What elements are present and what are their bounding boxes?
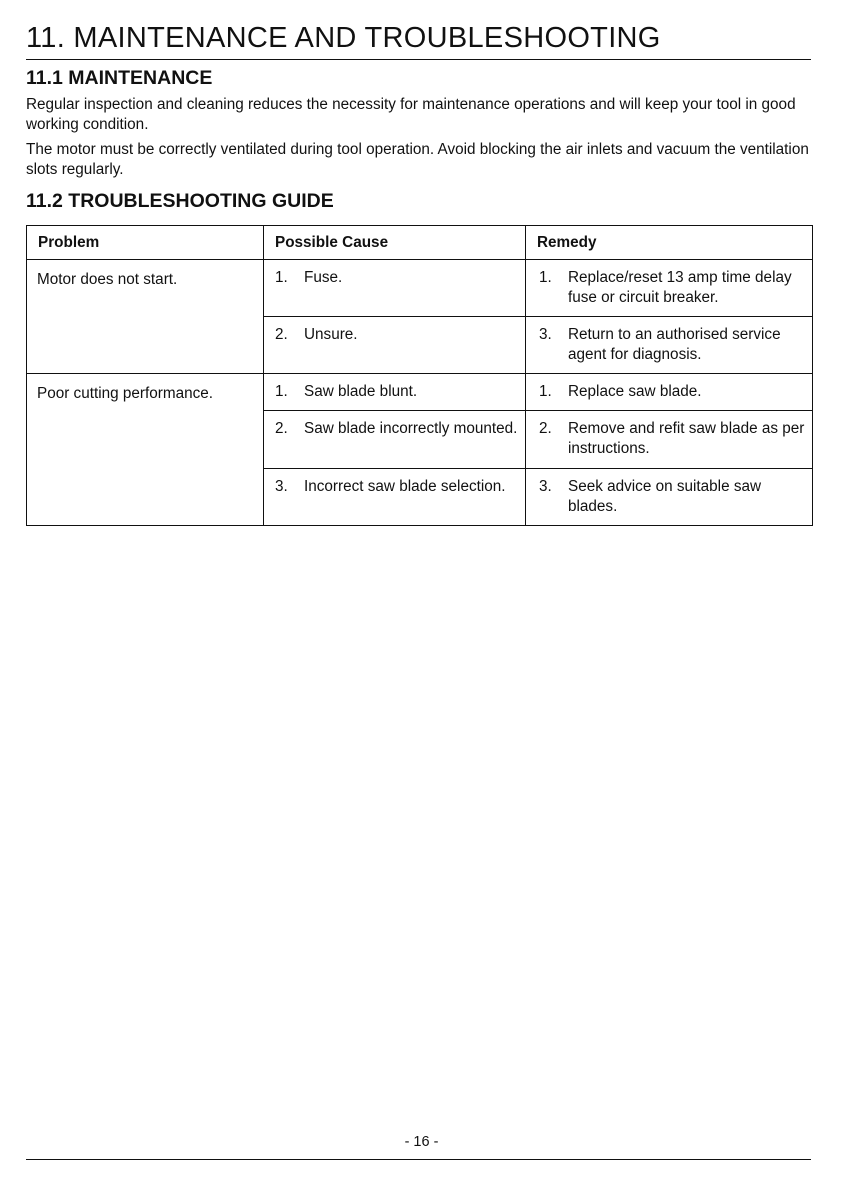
remedy-cell <box>526 411 813 469</box>
footer-rule <box>26 1159 811 1160</box>
cause-text: Saw blade incorrectly mounted. <box>304 420 518 437</box>
cause-cell <box>264 260 526 317</box>
cause-cell <box>264 317 526 374</box>
maintenance-paragraph-1: Regular inspection and cleaning reduces the necessity for maintenance operations and will keep your tool in good working condition. <box>26 96 796 133</box>
remedy-text: Replace saw blade. <box>568 383 702 400</box>
troubleshooting-table <box>26 225 813 526</box>
table-row <box>27 374 813 411</box>
cause-number: 1. <box>275 269 288 286</box>
remedy-cell <box>526 374 813 411</box>
cause-text: Incorrect saw blade selection. <box>304 478 506 495</box>
maintenance-heading: 11.1 MAINTENANCE <box>26 67 213 89</box>
page-number: - 16 - <box>404 1134 439 1150</box>
cause-text: Unsure. <box>304 326 358 343</box>
page-title: 11. MAINTENANCE AND TROUBLESHOOTING <box>26 22 661 54</box>
cause-number: 1. <box>275 383 288 400</box>
cause-cell <box>264 469 526 526</box>
column-header-problem: Problem <box>27 226 264 260</box>
remedy-number: 1. <box>539 269 552 286</box>
remedy-cell <box>526 469 813 526</box>
cause-text: Fuse. <box>304 269 343 286</box>
cause-number: 3. <box>275 478 288 495</box>
remedy-text: Seek advice on suitable saw blades. <box>568 478 762 515</box>
title-rule <box>26 59 811 60</box>
cause-cell <box>264 374 526 411</box>
remedy-number: 3. <box>539 326 552 343</box>
column-header-remedy: Remedy <box>526 226 813 260</box>
cause-cell <box>264 411 526 469</box>
remedy-cell <box>526 260 813 317</box>
maintenance-paragraph-2: The motor must be correctly ventilated during tool operation. Avoid blocking the air inlets and vacuum the ventilation slots regularly. <box>26 141 809 178</box>
cause-number: 2. <box>275 326 288 343</box>
column-header-possible-cause: Possible Cause <box>264 226 526 260</box>
cause-number: 2. <box>275 420 288 437</box>
remedy-number: 2. <box>539 420 552 437</box>
remedy-cell <box>526 317 813 374</box>
problem-cell: Motor does not start. <box>27 260 264 374</box>
remedy-text: Remove and refit saw blade as per instructions. <box>568 420 805 457</box>
cause-text: Saw blade blunt. <box>304 383 418 400</box>
remedy-number: 1. <box>539 383 552 400</box>
table-header-row <box>27 226 813 260</box>
troubleshooting-heading: 11.2 TROUBLESHOOTING GUIDE <box>26 190 334 212</box>
remedy-number: 3. <box>539 478 552 495</box>
remedy-text: Replace/reset 13 amp time delay fuse or circuit breaker. <box>568 269 792 306</box>
table-row <box>27 260 813 317</box>
remedy-text: Return to an authorised service agent for diagnosis. <box>568 326 781 363</box>
problem-cell: Poor cutting performance. <box>27 374 264 526</box>
